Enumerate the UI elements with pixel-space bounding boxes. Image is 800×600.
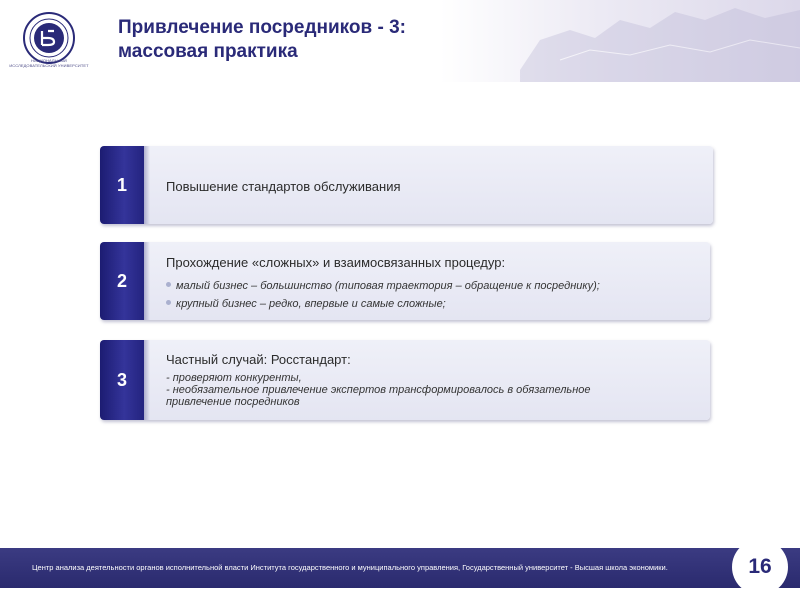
page-title [118, 16, 538, 64]
item-heading: Частный случай: Росстандарт: [166, 352, 351, 367]
footer-text: Центр анализа деятельности органов исполнительной власти Института государственного и муниципального управления, Государственный университет - Высшая школа экономики. [32, 563, 668, 572]
title-line-2: массовая практика [118, 41, 298, 62]
item-heading: Прохождение «сложных» и взаимосвязанных процедур: [166, 255, 506, 270]
slide-header [0, 0, 800, 82]
list-item [100, 340, 710, 420]
page-number: 16 [734, 541, 786, 593]
bullet-dot-icon [166, 300, 171, 305]
item-number-badge: 1 [100, 146, 144, 224]
list-item [100, 242, 710, 320]
bullet-item: крупный бизнес – редко, впервые и самые сложные; [166, 298, 446, 310]
item-number-badge: 2 [100, 242, 144, 320]
item-line: привлечение посредников [166, 396, 300, 408]
slide-footer [0, 548, 800, 588]
title-line-1: Привлечение посредников - 3: [118, 17, 406, 38]
logo-subtext: НАЦИОНАЛЬНЫЙ ИССЛЕДОВАТЕЛЬСКИЙ УНИВЕРСИТЕТ [9, 58, 89, 68]
item-number-badge: 3 [100, 340, 144, 420]
bullet-item: малый бизнес – большинство (типовая траектория – обращение к посреднику); [166, 280, 600, 292]
list-item [100, 146, 713, 224]
item-line: - проверяют конкуренты, [166, 372, 302, 384]
bullet-dot-icon [166, 282, 171, 287]
item-text: Повышение стандартов обслуживания [166, 179, 401, 194]
russia-map-background [500, 0, 800, 82]
item-line: - необязательное привлечение экспертов трансформировалось в обязательное [166, 384, 591, 396]
